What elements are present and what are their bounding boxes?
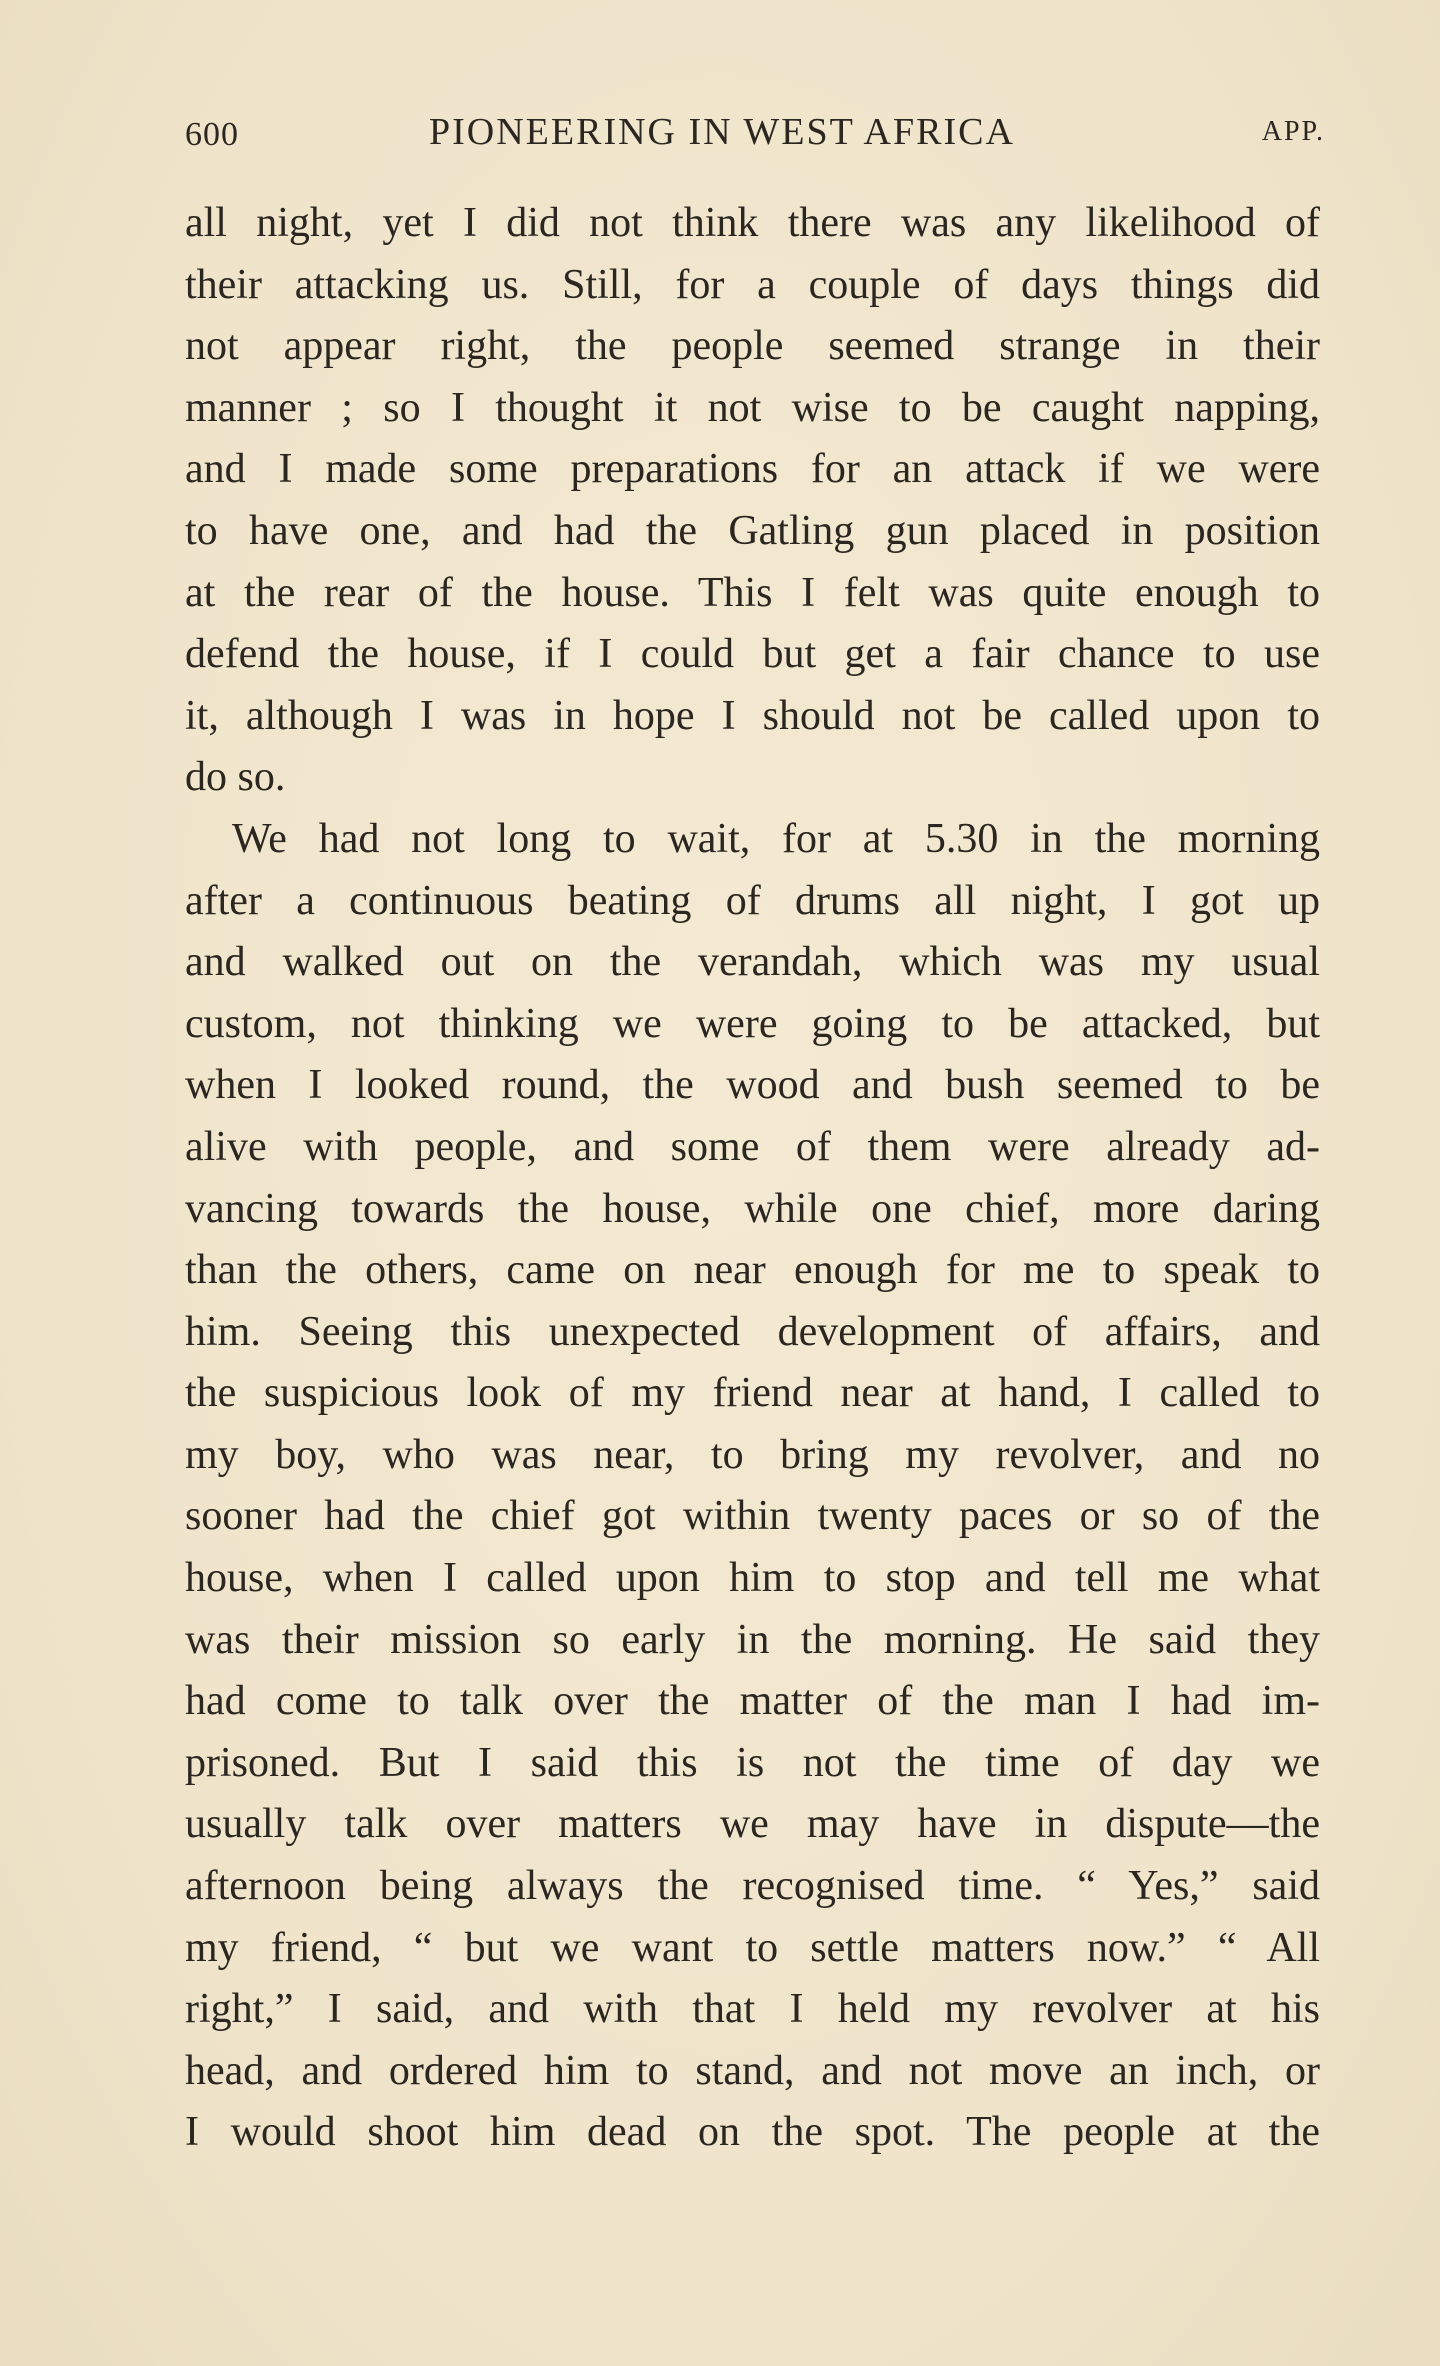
- text-line: after a continuous beating of drums all night, I got up: [185, 877, 1320, 924]
- paragraph-end-line: do so.: [185, 754, 286, 801]
- text-line: right,” I said, and with that I held my revolver at his: [185, 1986, 1320, 2033]
- text-line: was their mission so early in the morning. He said they: [185, 1616, 1320, 1663]
- running-header: [185, 110, 1325, 160]
- text-line: my boy, who was near, to bring my revolver, and no: [185, 1431, 1320, 1478]
- page-number: 600: [185, 116, 239, 153]
- text-line: him. Seeing this unexpected development of affairs, and: [185, 1308, 1320, 1355]
- text-line: all night, yet I did not think there was any likelihood of: [185, 200, 1320, 246]
- text-line: and I made some preparations for an attack if we were: [185, 446, 1320, 493]
- text-line: it, although I was in hope I should not be called upon to: [185, 692, 1320, 739]
- text-line: manner ; so I thought it not wise to be caught napping,: [185, 384, 1320, 431]
- text-line: at the rear of the house. This I felt was quite enough to: [185, 569, 1320, 616]
- text-line: afternoon being always the recognised time. “ Yes,” said: [185, 1863, 1320, 1910]
- text-line: usually talk over matters we may have in dispute—the: [185, 1801, 1320, 1848]
- running-title: PIONEERING IN WEST AFRICA: [429, 111, 1015, 153]
- text-line: custom, not thinking we were going to be attacked, but: [185, 1000, 1320, 1047]
- paragraph-start-line: We had not long to wait, for at 5.30 in the morning: [232, 815, 1320, 862]
- text-line: my friend, “ but we want to settle matters now.” “ All: [185, 1924, 1320, 1971]
- text-line: their attacking us. Still, for a couple of days things did: [185, 261, 1320, 308]
- section-mark: APP.: [1261, 116, 1325, 147]
- text-line: than the others, came on near enough for me to speak to: [185, 1247, 1320, 1294]
- text-line: house, when I called upon him to stop and tell me what: [185, 1555, 1320, 1602]
- text-line: had come to talk over the matter of the man I had im-: [185, 1678, 1320, 1725]
- text-line: defend the house, if I could but get a fair chance to use: [185, 631, 1320, 678]
- text-line: not appear right, the people seemed strange in their: [185, 323, 1320, 370]
- text-line: vancing towards the house, while one chief, more daring: [185, 1185, 1320, 1232]
- text-line: and walked out on the verandah, which was my usual: [185, 939, 1320, 986]
- text-line: head, and ordered him to stand, and not move an inch, or: [185, 2047, 1320, 2094]
- text-line: when I looked round, the wood and bush seemed to be: [185, 1062, 1320, 1109]
- text-line: I would shoot him dead on the spot. The people at the: [185, 2109, 1320, 2156]
- text-line: prisoned. But I said this is not the time of day we: [185, 1739, 1320, 1786]
- body-text: [185, 193, 1320, 2164]
- text-line: to have one, and had the Gatling gun placed in position: [185, 507, 1320, 554]
- text-line: sooner had the chief got within twenty paces or so of the: [185, 1493, 1320, 1540]
- text-line: alive with people, and some of them were already ad-: [185, 1123, 1320, 1170]
- text-line: the suspicious look of my friend near at hand, I called to: [185, 1370, 1320, 1417]
